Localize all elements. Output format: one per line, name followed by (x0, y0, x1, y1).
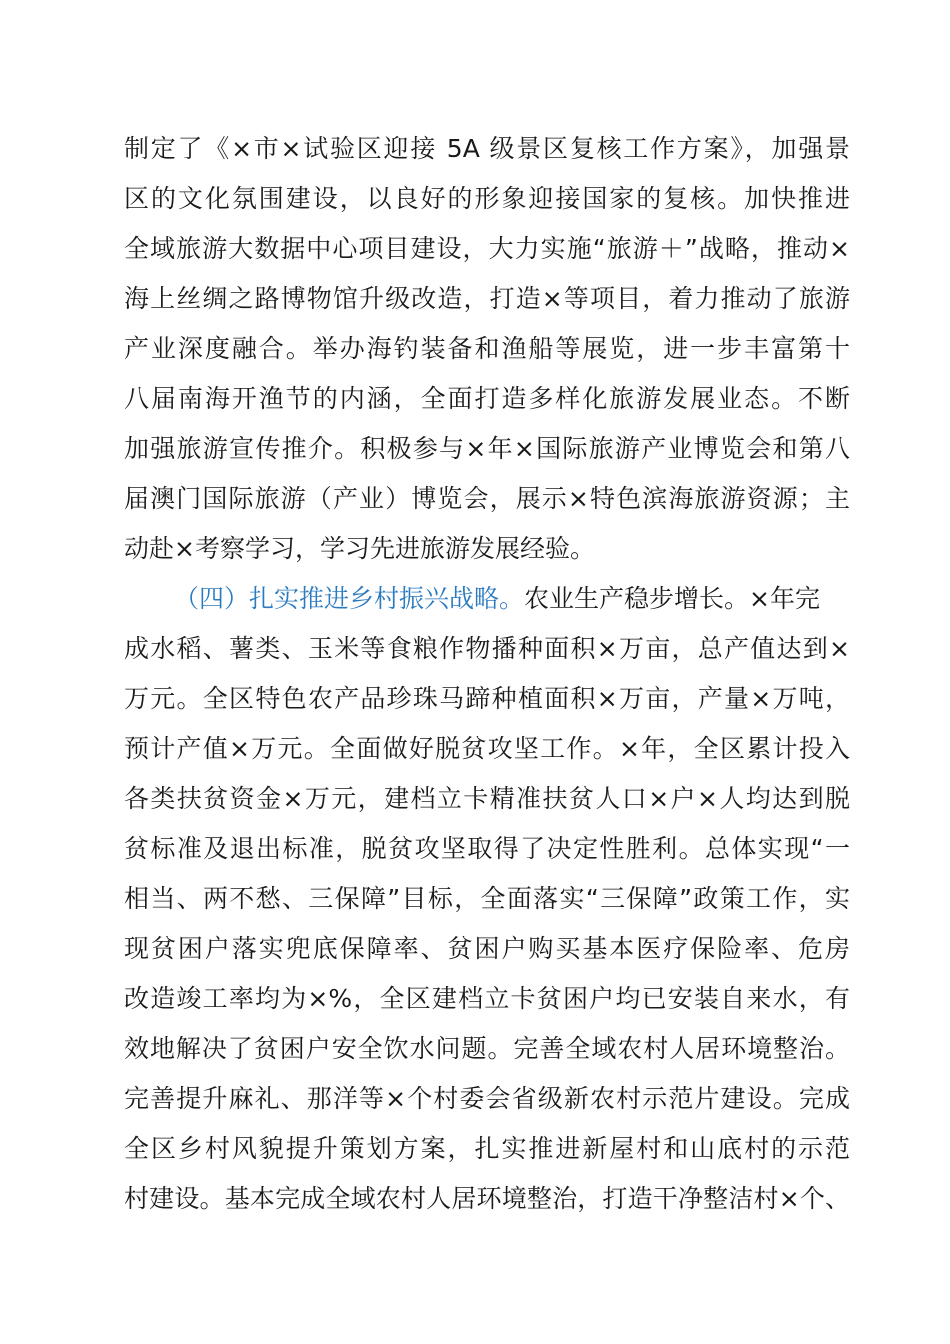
text-line: 加强旅游宣传推介。积极参与×年×国际旅游产业博览会和第八 (124, 434, 850, 463)
text-line: 八届南海开渔节的内涵，全面打造多样化旅游发展业态。不断 (124, 384, 850, 413)
text-line: 届澳门国际旅游（产业）博览会，展示×特色滨海旅游资源；主 (124, 484, 850, 513)
text-line: 全域旅游大数据中心项目建设，大力实施“旅游＋”战略，推动× (124, 234, 850, 263)
text-line: 村建设。基本完成全域农村人居环境整治，打造干净整洁村×个、 (124, 1184, 850, 1213)
text-line: 各类扶贫资金×万元，建档立卡精准扶贫人口×户×人均达到脱 (124, 784, 850, 813)
text-line: 现贫困户落实兜底保障率、贫困户购买基本医疗保险率、危房 (124, 934, 850, 963)
text-line: 成水稻、薯类、玉米等食粮作物播种面积×万亩，总产值达到× (124, 634, 850, 663)
text-line: 动赴×考察学习，学习先进旅游发展经验。 (124, 534, 595, 563)
text-line: 海上丝绸之路博物馆升级改造，打造×等项目，着力推动了旅游 (124, 284, 850, 313)
text-line: 产业深度融合。举办海钓装备和渔船等展览，进一步丰富第十 (124, 334, 850, 363)
text-line: 全区乡村风貌提升策划方案，扎实推进新屋村和山底村的示范 (124, 1134, 850, 1163)
section-first-line (124, 574, 850, 624)
section-first-line-text: 农业生产稳步增长。×年完 (524, 584, 820, 613)
text-line: 完善提升麻礼、那洋等×个村委会省级新农村示范片建设。完成 (124, 1084, 850, 1113)
text-line: 改造竣工率均为×%，全区建档立卡贫困户均已安装自来水，有 (124, 984, 850, 1013)
section-heading: （四）扎实推进乡村振兴战略。 (174, 584, 525, 613)
text-line: 相当、两不愁、三保障”目标，全面落实“三保障”政策工作，实 (124, 884, 850, 913)
document-body (124, 124, 850, 1224)
text-line: 贫标准及退出标准，脱贫攻坚取得了决定性胜利。总体实现“一 (124, 834, 850, 863)
text-line: 区的文化氛围建设，以良好的形象迎接国家的复核。加快推进 (124, 184, 850, 213)
text-line: 效地解决了贫困户安全饮水问题。完善全域农村人居环境整治。 (124, 1034, 850, 1063)
text-line: 制定了《×市×试验区迎接 5A 级景区复核工作方案》，加强景 (124, 134, 850, 163)
text-line: 预计产值×万元。全面做好脱贫攻坚工作。×年，全区累计投入 (124, 734, 850, 763)
text-line: 万元。全区特色农产品珍珠马蹄种植面积×万亩，产量×万吨， (124, 684, 850, 713)
